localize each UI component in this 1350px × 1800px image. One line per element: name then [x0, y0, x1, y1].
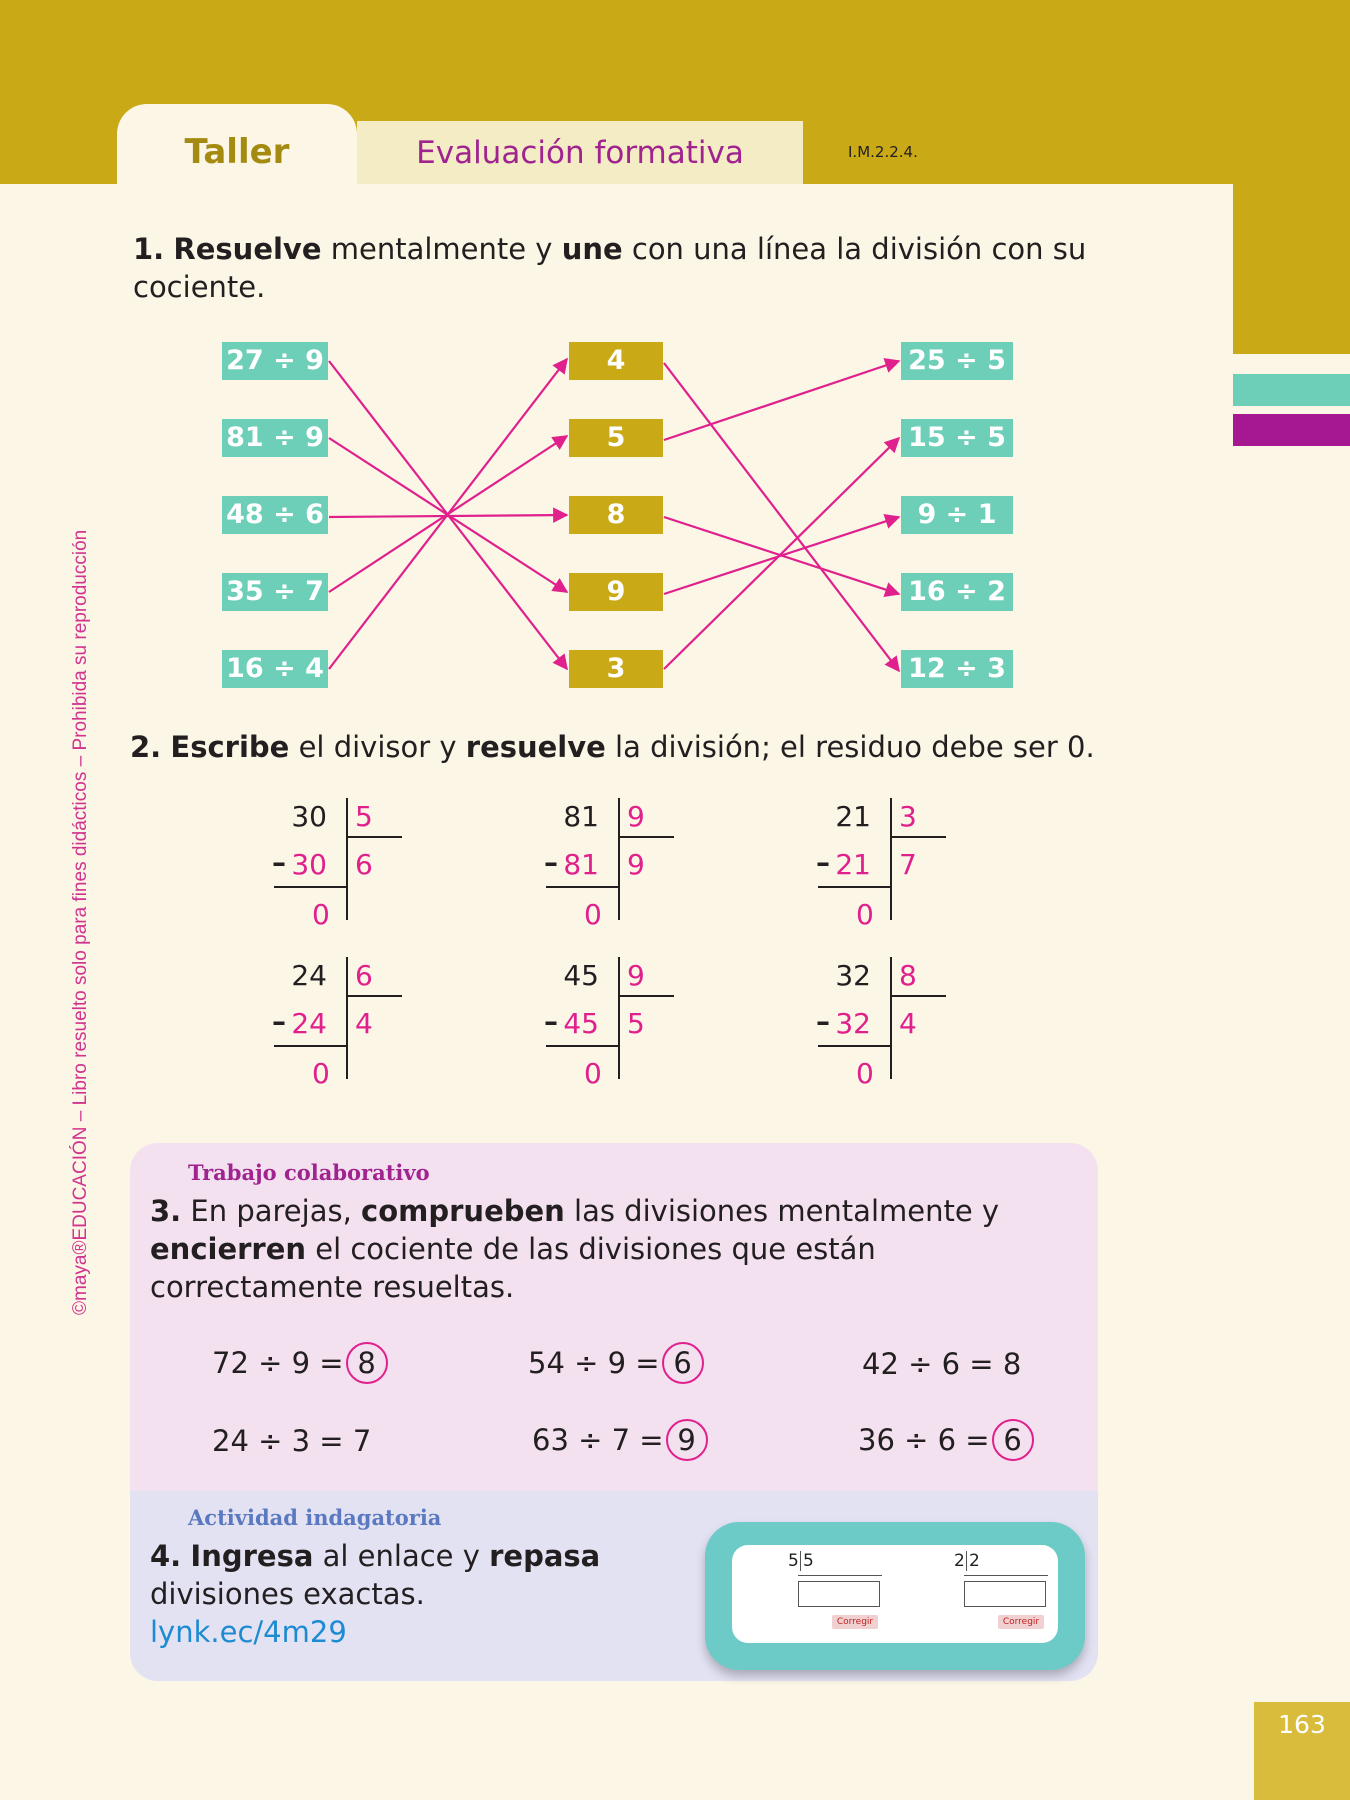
minus-sign: –: [816, 1005, 830, 1038]
arrow-16div4-to-4: [329, 359, 567, 669]
question-4-number: 4.: [150, 1539, 182, 1573]
arrow-4-to-12div3: [664, 363, 899, 671]
subtraction-line: [818, 1045, 890, 1047]
equation-lhs: 54 ÷ 9 =: [528, 1346, 660, 1380]
product: 45: [563, 1007, 599, 1040]
equation-4: [212, 1424, 371, 1458]
minus-sign: –: [272, 1005, 286, 1038]
quotient: 9: [627, 848, 645, 881]
question-1: [133, 230, 1113, 306]
arrow-81div9-to-9: [329, 438, 567, 592]
division-bracket-horizontal: [618, 836, 674, 838]
divisor: 6: [355, 959, 373, 992]
right-box-5: 12 ÷ 3: [901, 650, 1013, 688]
teal-strip: [1233, 374, 1350, 406]
divisor: 8: [899, 959, 917, 992]
division-bracket-vertical: [618, 798, 620, 920]
arrow-35div7-to-5: [329, 436, 567, 592]
equation-5: [532, 1419, 708, 1461]
division-bracket-vertical: [618, 957, 620, 1079]
divisor: 9: [627, 800, 645, 833]
equation-1: [212, 1342, 388, 1384]
widget-bracket-1: [798, 1575, 882, 1576]
division-bracket-horizontal: [346, 995, 402, 997]
division-4: [272, 955, 432, 1090]
division-widget: [705, 1522, 1085, 1670]
widget-correct-button-2[interactable]: Corregir: [998, 1615, 1044, 1629]
dividend: 81: [563, 800, 599, 833]
remainder: 0: [856, 898, 874, 931]
product: 24: [291, 1007, 327, 1040]
division-bracket-vertical: [890, 798, 892, 920]
q2-bold-escribe: Escribe: [170, 730, 290, 764]
middle-box-5: 3: [569, 650, 663, 688]
left-box-2: 81 ÷ 9: [222, 419, 328, 457]
dividend: 45: [563, 959, 599, 992]
right-box-3: 9 ÷ 1: [901, 496, 1013, 534]
left-box-5: 16 ÷ 4: [222, 650, 328, 688]
arrow-9-to-9div1: [664, 517, 899, 594]
equation-6: [858, 1419, 1034, 1461]
product: 21: [835, 848, 871, 881]
equation-result: 8: [1002, 1347, 1022, 1381]
equation-lhs: 42 ÷ 6 =: [862, 1347, 994, 1381]
quotient: 7: [899, 848, 917, 881]
minus-sign: –: [544, 846, 558, 879]
division-bracket-vertical: [346, 798, 348, 920]
divisor: 3: [899, 800, 917, 833]
right-box-4: 16 ÷ 2: [901, 573, 1013, 611]
widget-screen: [732, 1545, 1058, 1643]
question-4: [150, 1537, 710, 1651]
product: 30: [291, 848, 327, 881]
q1-text-2: con una línea la división con su cociente.: [133, 232, 1087, 304]
minus-sign: –: [816, 846, 830, 879]
tab-evaluacion: [357, 121, 803, 184]
tab-evaluacion-label: Evaluación formativa: [416, 135, 744, 171]
arrow-48div6-to-8: [329, 515, 567, 517]
right-banner: [1233, 184, 1350, 354]
equation-lhs: 63 ÷ 7 =: [532, 1423, 664, 1457]
subtraction-line: [274, 886, 346, 888]
product: 32: [835, 1007, 871, 1040]
curriculum-code: I.M.2.2.4.: [848, 143, 918, 161]
equation-lhs: 36 ÷ 6 =: [858, 1423, 990, 1457]
subtraction-line: [546, 886, 618, 888]
division-bracket-horizontal: [618, 995, 674, 997]
equation-result-circled: 6: [992, 1419, 1034, 1461]
page-number: 163: [1278, 1710, 1326, 1739]
division-2: [544, 796, 704, 931]
activity-link[interactable]: lynk.ec/4m29: [150, 1615, 347, 1649]
subtraction-line: [546, 1045, 618, 1047]
widget-answer-input-1[interactable]: [798, 1581, 880, 1607]
right-box-2: 15 ÷ 5: [901, 419, 1013, 457]
left-box-3: 48 ÷ 6: [222, 496, 328, 534]
division-1: [272, 796, 432, 931]
quotient: 4: [355, 1007, 373, 1040]
tab-taller-label: Taller: [184, 132, 290, 172]
division-bracket-horizontal: [346, 836, 402, 838]
arrow-8-to-16div2: [664, 517, 899, 594]
q4-text-1: al enlace y: [313, 1539, 490, 1573]
inquiry-label: Actividad indagatoria: [188, 1505, 442, 1530]
middle-box-1: 4: [569, 342, 663, 380]
widget-bracket-2: [964, 1575, 1048, 1576]
divisor: 5: [355, 800, 373, 833]
dividend: 32: [835, 959, 871, 992]
q3-text-1: En parejas,: [190, 1194, 362, 1228]
division-bracket-vertical: [346, 957, 348, 1079]
minus-sign: –: [272, 846, 286, 879]
widget-divisor-2: 2: [966, 1551, 980, 1571]
widget-divisor-1: 5: [800, 1551, 814, 1571]
collaborative-label: Trabajo colaborativo: [188, 1160, 430, 1185]
dividend: 30: [291, 800, 327, 833]
equation-result: 7: [352, 1424, 372, 1458]
remainder: 0: [584, 898, 602, 931]
tab-taller: [117, 104, 357, 204]
q4-bold-ingresa: Ingresa: [190, 1539, 314, 1573]
equation-2: [528, 1342, 704, 1384]
product: 81: [563, 848, 599, 881]
quotient: 5: [627, 1007, 645, 1040]
q1-text-1: mentalmente y: [321, 232, 562, 266]
left-box-1: 27 ÷ 9: [222, 342, 328, 380]
q2-text-1: el divisor y: [289, 730, 466, 764]
divisor: 9: [627, 959, 645, 992]
equation-lhs: 24 ÷ 3 =: [212, 1424, 344, 1458]
question-3-number: 3.: [150, 1194, 182, 1228]
q2-text-2: la división; el residuo debe ser 0.: [605, 730, 1095, 764]
q1-bold-resuelve: Resuelve: [173, 232, 322, 266]
division-bracket-horizontal: [890, 836, 946, 838]
division-3: [816, 796, 976, 931]
dividend: 24: [291, 959, 327, 992]
remainder: 0: [856, 1057, 874, 1090]
arrow-5-to-25div5: [664, 361, 899, 440]
widget-answer-input-2[interactable]: [964, 1581, 1046, 1607]
equation-3: [862, 1347, 1021, 1381]
q4-text-2: divisiones exactas.: [150, 1577, 425, 1611]
subtraction-line: [818, 886, 890, 888]
question-2: [130, 728, 1130, 766]
widget-correct-button-1[interactable]: Corregir: [832, 1615, 878, 1629]
dividend: 21: [835, 800, 871, 833]
q4-bold-repasa: repasa: [489, 1539, 601, 1573]
magenta-strip: [1233, 414, 1350, 446]
q2-bold-resuelve: resuelve: [465, 730, 606, 764]
widget-dividend-1: 5: [788, 1551, 799, 1571]
arrow-3-to-15div5: [664, 438, 899, 669]
division-6: [816, 955, 976, 1090]
page-number-box: [1254, 1702, 1350, 1800]
division-bracket-vertical: [890, 957, 892, 1079]
division-bracket-horizontal: [890, 995, 946, 997]
side-credit: ©maya®EDUCACIÓN – Libro resuelto solo para fines didácticos – Prohibida su reproducción: [70, 529, 91, 1315]
minus-sign: –: [544, 1005, 558, 1038]
quotient: 4: [899, 1007, 917, 1040]
right-box-1: 25 ÷ 5: [901, 342, 1013, 380]
equation-result-circled: 8: [346, 1342, 388, 1384]
subtraction-line: [274, 1045, 346, 1047]
question-1-number: 1.: [133, 232, 165, 266]
q1-bold-une: une: [561, 232, 623, 266]
middle-box-4: 9: [569, 573, 663, 611]
equation-result-circled: 9: [666, 1419, 708, 1461]
division-5: [544, 955, 704, 1090]
q3-text-3: el cociente de las divisiones que están correctamente resueltas.: [150, 1232, 876, 1304]
remainder: 0: [312, 1057, 330, 1090]
q3-bold-comprueben: comprueben: [361, 1194, 565, 1228]
left-box-4: 35 ÷ 7: [222, 573, 328, 611]
quotient: 6: [355, 848, 373, 881]
question-3: [150, 1192, 1050, 1306]
question-2-number: 2.: [130, 730, 162, 764]
widget-dividend-2: 2: [954, 1551, 965, 1571]
q3-text-2: las divisiones mentalmente y: [564, 1194, 1000, 1228]
arrow-27div9-to-3: [329, 361, 567, 669]
equation-lhs: 72 ÷ 9 =: [212, 1346, 344, 1380]
remainder: 0: [584, 1057, 602, 1090]
q3-bold-encierren: encierren: [150, 1232, 307, 1266]
equation-result-circled: 6: [662, 1342, 704, 1384]
remainder: 0: [312, 898, 330, 931]
middle-box-3: 8: [569, 496, 663, 534]
middle-box-2: 5: [569, 419, 663, 457]
